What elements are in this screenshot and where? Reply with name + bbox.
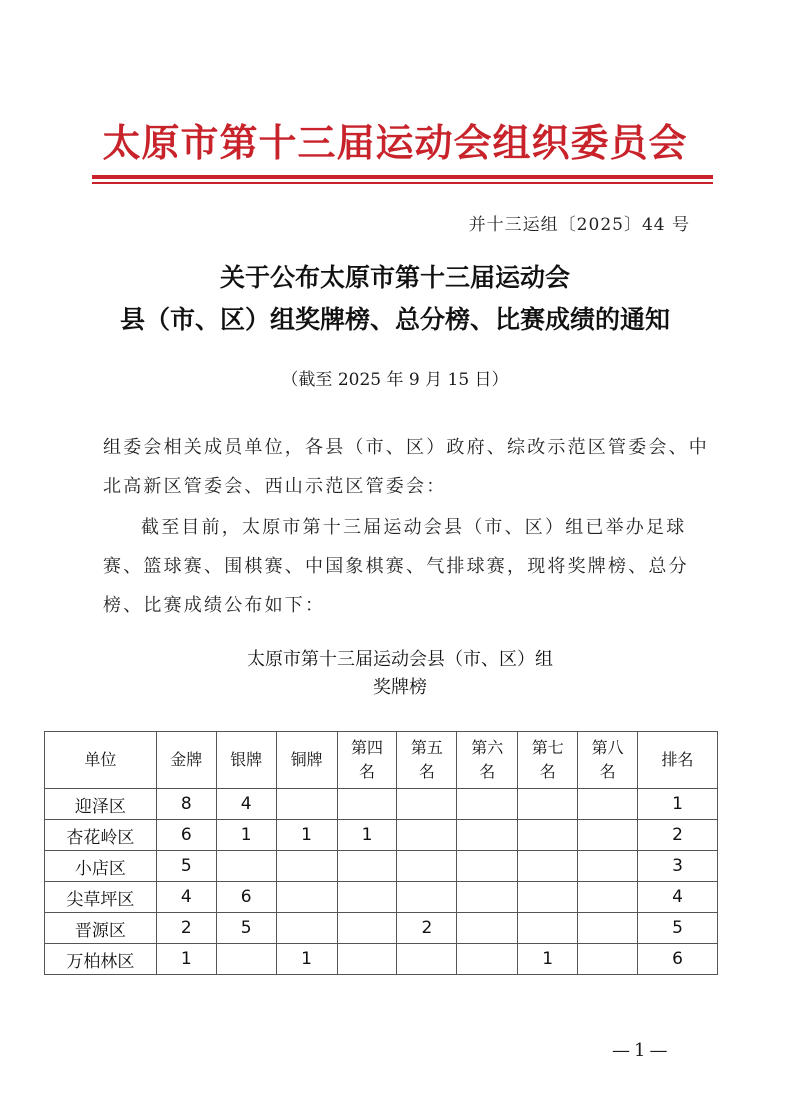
unit-name-cell: 万柏林区	[45, 944, 157, 975]
medal-count-cell: 4	[156, 882, 216, 913]
column-header	[638, 732, 718, 789]
medal-count-cell	[518, 851, 578, 882]
red-rule-thin	[92, 182, 713, 184]
addressee-paragraph: 组委会相关成员单位，各县（市、区）政府、综改示范区管委会、中北高新区管委会、西山示范区管委会：	[103, 437, 709, 497]
medal-count-cell	[397, 851, 457, 882]
unit-name-cell: 杏花岭区	[45, 820, 157, 851]
column-header-text-line2: 名	[358, 762, 375, 781]
medal-count-cell	[397, 820, 457, 851]
column-header	[45, 732, 157, 789]
rank-cell: 3	[638, 851, 718, 882]
column-header-text: 第八	[591, 738, 624, 757]
unit-name-cell: 迎泽区	[45, 789, 157, 820]
table-body	[45, 789, 718, 975]
medal-count-cell	[397, 789, 457, 820]
table-title-line-1: 太原市第十三届运动会县（市、区）组	[247, 649, 553, 670]
medal-count-cell	[337, 944, 397, 975]
medal-count-cell: 1	[276, 944, 337, 975]
table-title-line-2: 奖牌榜	[373, 677, 427, 698]
medal-count-cell	[457, 944, 518, 975]
medal-count-cell	[457, 913, 518, 944]
column-header	[518, 732, 578, 789]
medal-count-cell	[216, 944, 276, 975]
medal-count-cell: 1	[216, 820, 276, 851]
medal-count-cell	[457, 882, 518, 913]
column-header-text: 排名	[661, 750, 694, 769]
medal-count-cell	[337, 882, 397, 913]
red-rule-thick	[92, 175, 713, 179]
medal-count-cell	[578, 944, 638, 975]
medal-count-cell: 6	[216, 882, 276, 913]
medal-count-cell	[518, 882, 578, 913]
medal-count-cell: 1	[156, 944, 216, 975]
column-header-text: 银牌	[230, 750, 263, 769]
column-header-text-line2: 名	[479, 762, 496, 781]
column-header-text-line2: 名	[539, 762, 556, 781]
rank-cell: 1	[638, 789, 718, 820]
medal-count-cell	[578, 882, 638, 913]
medal-count-cell	[457, 820, 518, 851]
medal-count-cell: 4	[216, 789, 276, 820]
medal-count-cell	[276, 882, 337, 913]
body-paragraph: 截至目前，太原市第十三届运动会县（市、区）组已举办足球赛、篮球赛、围棋赛、中国象棋赛、气排球赛，现将奖牌榜、总分榜、比赛成绩公布如下：	[103, 517, 689, 616]
medal-count-cell: 1	[337, 820, 397, 851]
medal-count-cell	[276, 789, 337, 820]
column-header	[276, 732, 337, 789]
column-header	[578, 732, 638, 789]
medal-count-cell	[578, 913, 638, 944]
rank-cell: 4	[638, 882, 718, 913]
medal-count-cell	[337, 913, 397, 944]
column-header	[457, 732, 518, 789]
medal-count-cell: 5	[216, 913, 276, 944]
medal-count-cell	[397, 882, 457, 913]
medal-count-cell	[518, 913, 578, 944]
medal-count-cell	[397, 944, 457, 975]
column-header-text-line2: 名	[599, 762, 616, 781]
medal-count-cell	[578, 820, 638, 851]
medal-count-cell: 1	[276, 820, 337, 851]
unit-name-cell: 晋源区	[45, 913, 157, 944]
column-header-text: 单位	[84, 750, 117, 769]
notice-title-line-2: 县（市、区）组奖牌榜、总分榜、比赛成绩的通知	[119, 305, 670, 334]
column-header	[337, 732, 397, 789]
rank-cell: 6	[638, 944, 718, 975]
column-header-text: 第五	[410, 738, 443, 757]
medal-count-cell	[457, 789, 518, 820]
notice-title-line-1: 关于公布太原市第十三届运动会	[219, 263, 570, 292]
organization-title: 太原市第十三届运动会组织委员会	[102, 120, 688, 165]
medal-table	[44, 731, 718, 975]
column-header-text: 第七	[531, 738, 564, 757]
table-row	[45, 944, 718, 975]
unit-name-cell: 尖草坪区	[45, 882, 157, 913]
column-header-text: 金牌	[170, 750, 203, 769]
medal-count-cell	[518, 789, 578, 820]
table-header-row	[45, 732, 718, 789]
medal-count-cell	[578, 851, 638, 882]
date-note: （截至 2025 年 9 月 15 日）	[281, 370, 509, 390]
unit-name-cell: 小店区	[45, 851, 157, 882]
rank-cell: 2	[638, 820, 718, 851]
medal-count-cell: 2	[397, 913, 457, 944]
column-header	[397, 732, 457, 789]
medal-count-cell: 6	[156, 820, 216, 851]
medal-count-cell	[457, 851, 518, 882]
column-header	[156, 732, 216, 789]
column-header-text-line2: 名	[418, 762, 435, 781]
medal-count-cell	[578, 789, 638, 820]
medal-count-cell	[216, 851, 276, 882]
table-row	[45, 820, 718, 851]
medal-count-cell: 1	[518, 944, 578, 975]
table-row	[45, 882, 718, 913]
medal-count-cell	[276, 913, 337, 944]
medal-count-cell: 5	[156, 851, 216, 882]
rank-cell: 5	[638, 913, 718, 944]
medal-count-cell	[337, 789, 397, 820]
column-header-text: 铜牌	[290, 750, 323, 769]
medal-count-cell	[518, 820, 578, 851]
medal-count-cell: 8	[156, 789, 216, 820]
table-row	[45, 913, 718, 944]
table-row	[45, 851, 718, 882]
medal-count-cell	[337, 851, 397, 882]
column-header-text: 第六	[471, 738, 504, 757]
column-header	[216, 732, 276, 789]
document-number: 并十三运组〔2025〕44 号	[468, 215, 690, 235]
medal-count-cell	[276, 851, 337, 882]
page-number: —1—	[612, 1040, 672, 1061]
column-header-text: 第四	[350, 738, 383, 757]
medal-count-cell: 2	[156, 913, 216, 944]
table-row	[45, 789, 718, 820]
